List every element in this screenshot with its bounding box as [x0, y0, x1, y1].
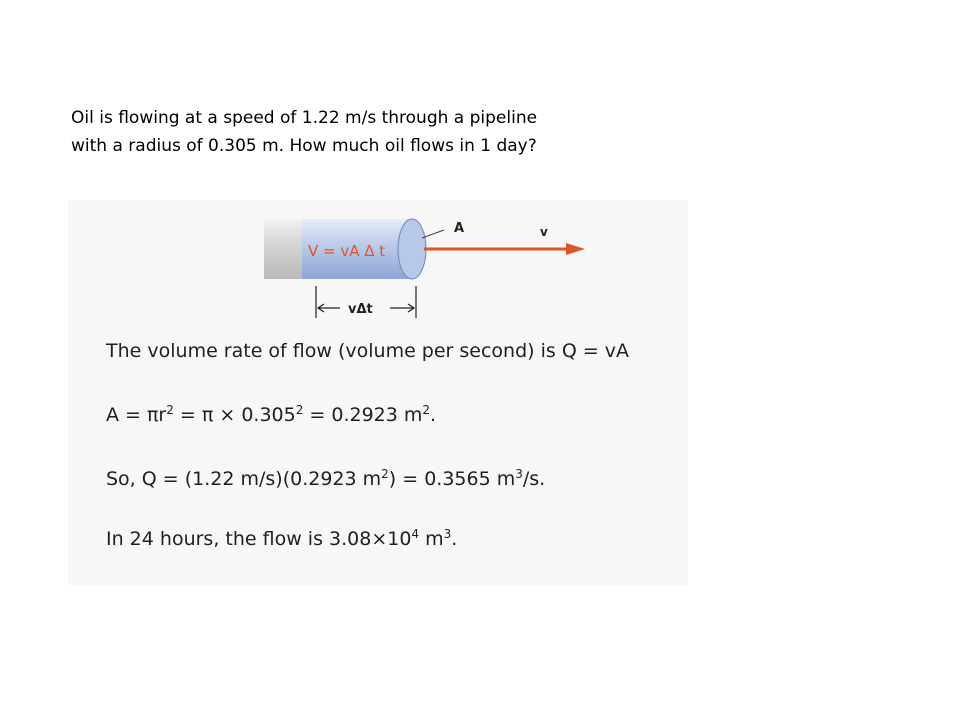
area-pointer: [422, 230, 444, 238]
pipe-end: [398, 219, 426, 279]
volume-label: V = vA Δ t: [308, 242, 386, 260]
question-line-2: with a radius of 0.305 m. How much oil flows in 1 day?: [71, 136, 537, 156]
velocity-arrowhead: [566, 243, 585, 255]
question-text: [71, 104, 671, 160]
area-label: A: [454, 221, 465, 236]
question-line-1: Oil is flowing at a speed of 1.22 m/s through a pipeline: [71, 108, 538, 128]
daily-flow-result: In 24 hours, the flow is $3.08\times 10^4$ $m^3$.: [106, 527, 458, 550]
velocity-label: v: [540, 225, 548, 239]
pipe-flow-diagram: [68, 200, 688, 330]
flow-rate-calculation: So, Q = (1.22 m/s)(0.2923 $m^2) = 0.3565$ $m^3/s$.: [106, 467, 546, 490]
area-calculation: $A = \pi r^2 = \pi \times 0.305^2 = 0.2923$ $m^2$.: [106, 403, 437, 426]
flow-rate-definition: The volume rate of flow (volume per second) is Q = vA: [106, 340, 630, 362]
length-label: vΔt: [348, 302, 373, 317]
solution-figure: [68, 200, 688, 585]
